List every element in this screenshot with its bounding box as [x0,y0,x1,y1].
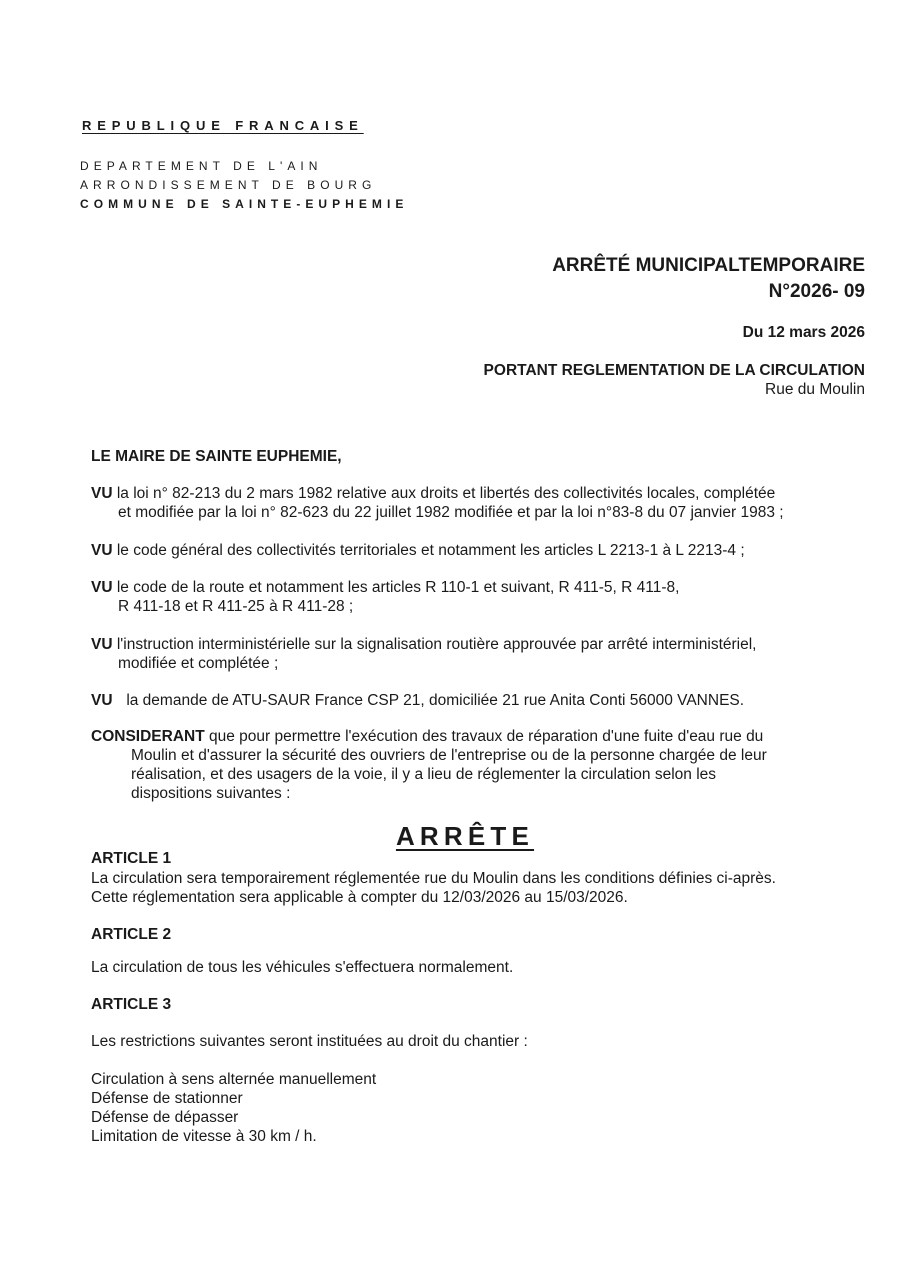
vu-item [91,484,831,522]
vu-item [91,578,831,616]
article-3-title: ARTICLE 3 [91,996,172,1013]
vu-item [91,691,831,710]
vu-item [91,541,831,560]
list-item: Défense de dépasser [91,1109,239,1126]
vu-text: la demande de ATU-SAUR France CSP 21, domiciliée 21 rue Anita Conti 56000 VANNES. [126,692,745,709]
considerant-line: dispositions suivantes : [131,785,291,802]
vu-text: le code de la route et notamment les articles R 110-1 et suivant, R 411-5, R 411-8, [116,579,680,596]
departement-line: DEPARTEMENT DE L'AIN [80,159,323,173]
maire-heading: LE MAIRE DE SAINTE EUPHEMIE, [91,448,342,465]
vu-label: VU [91,485,113,502]
republique-heading: REPUBLIQUE FRANCAISE [82,118,364,133]
vu-text: le code général des collectivités territoriales et notamment les articles L 2213-1 à L 2213-4 ; [116,542,745,559]
list-item: Défense de stationner [91,1090,243,1107]
list-item: Limitation de vitesse à 30 km / h. [91,1128,317,1145]
article-1-text: Cette réglementation sera applicable à compter du 12/03/2026 au 15/03/2026. [91,889,628,906]
vu-text: la loi n° 82-213 du 2 mars 1982 relative aux droits et libertés des collectivités locales, complétée [116,485,776,502]
vu-text-continued: modifiée et complétée ; [118,655,279,672]
vu-label: VU [91,542,113,559]
vu-label: VU [91,692,113,709]
vu-text-continued: et modifiée par la loi n° 82-623 du 22 juillet 1982 modifiée et par la loi n°83-8 du 07 janvier 1983 ; [118,504,784,521]
vu-label: VU [91,636,113,653]
commune-line: COMMUNE DE SAINTE-EUPHEMIE [80,197,409,211]
article-2-title: ARTICLE 2 [91,926,172,943]
arrete-title: ARRÊTÉ MUNICIPALTEMPORAIRE [552,255,865,276]
vu-text: l'instruction interministérielle sur la signalisation routière approuvée par arrêté interministériel, [116,636,757,653]
considerant-paragraph [91,727,825,803]
considerant-line: Moulin et d'assurer la sécurité des ouvriers de l'entreprise ou de la personne chargée de leur [131,747,767,764]
arrete-date: Du 12 mars 2026 [742,324,865,341]
article-1-text: La circulation sera temporairement réglementée rue du Moulin dans les conditions définies ci-après. [91,870,776,887]
vu-item [91,635,831,673]
vu-label: VU [91,579,113,596]
arrete-street: Rue du Moulin [765,381,865,398]
article-2-text: La circulation de tous les véhicules s'effectuera normalement. [91,959,514,976]
article-1-title: ARTICLE 1 [91,850,172,867]
considerant-text: que pour permettre l'exécution des travaux de réparation d'une fuite d'eau rue du [208,728,764,745]
list-item: Circulation à sens alternée manuellement [91,1071,377,1088]
article-3-text: Les restrictions suivantes seront instituées au droit du chantier : [91,1033,528,1050]
arrete-subject: PORTANT REGLEMENTATION DE LA CIRCULATION [483,362,865,379]
considerant-label: CONSIDERANT [91,728,205,745]
arrete-number: N°2026- 09 [768,281,865,302]
considerant-line [91,727,825,746]
vu-text-continued: R 411-18 et R 411-25 à R 411-28 ; [118,598,354,615]
considerant-line: réalisation, et des usagers de la voie, il y a lieu de réglementer la circulation selon les [131,766,717,783]
restrictions-list [91,1070,376,1146]
arrete-decision-heading: ARRÊTE [395,821,535,851]
arrondissement-line: ARRONDISSEMENT DE BOURG [80,178,377,192]
